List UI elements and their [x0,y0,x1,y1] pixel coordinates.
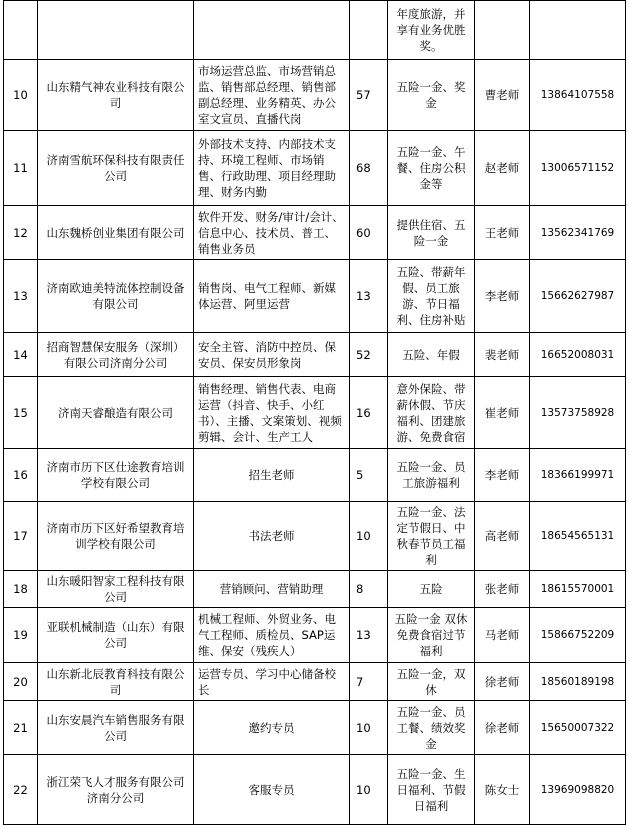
headcount: 52 [350,333,388,377]
company-name: 亚联机械制造（山东）有限公司 [38,608,194,663]
row-index: 22 [4,755,38,825]
row-index: 20 [4,663,38,701]
job-positions: 安全主管、消防中控员、保安员、保安员形象岗 [194,333,350,377]
benefits: 五险一金、奖金 [388,60,475,131]
contact-person: 张老师 [475,571,530,608]
contact-person: 陈女士 [475,755,530,825]
table-row [4,60,626,131]
benefits: 五险、年假 [388,333,475,377]
contact-person: 裴老师 [475,333,530,377]
job-positions: 客服专员 [194,755,350,825]
contact-phone: 13864107558 [530,60,626,131]
company-name: 济南雪航环保科技有限责任公司 [38,131,194,206]
contact-person: 王老师 [475,206,530,260]
headcount: 7 [350,663,388,701]
contact-person: 徐老师 [475,663,530,701]
company-name [38,1,194,60]
table-row [4,260,626,333]
benefits: 五险一金、午餐、住房公积金等 [388,131,475,206]
row-index: 12 [4,206,38,260]
headcount: 13 [350,260,388,333]
contact-person [475,1,530,60]
row-index: 21 [4,701,38,755]
table-row [4,608,626,663]
headcount: 10 [350,701,388,755]
company-name: 山东安晨汽车销售服务有限公司 [38,701,194,755]
job-positions: 机械工程师、外贸业务、电气工程师、质检员、SAP运维、保安（残疾人） [194,608,350,663]
contact-person: 曹老师 [475,60,530,131]
row-index: 10 [4,60,38,131]
headcount: 16 [350,377,388,449]
company-name: 济南市历下区仕途教育培训学校有限公司 [38,449,194,502]
company-name: 山东新北辰教育科技有限公司 [38,663,194,701]
company-name: 山东暖阳智家工程科技有限公司 [38,571,194,608]
row-index: 19 [4,608,38,663]
benefits: 年度旅游，并享有业务优胜奖。 [388,1,475,60]
row-index: 15 [4,377,38,449]
job-positions: 营销顾问、营销助理 [194,571,350,608]
table-row [4,449,626,502]
contact-phone: 18366199971 [530,449,626,502]
table-row [4,377,626,449]
headcount: 13 [350,608,388,663]
contact-phone: 15866752209 [530,608,626,663]
job-positions: 外部技术支持、内部技术支持、环境工程师、市场销售、行政助理、项目经理助理、财务内勤 [194,131,350,206]
benefits: 五险 [388,571,475,608]
company-name: 招商智慧保安服务（深圳）有限公司济南分公司 [38,333,194,377]
table-row [4,502,626,571]
contact-phone: 13969098820 [530,755,626,825]
job-positions [194,1,350,60]
table-row [4,571,626,608]
table-row [4,755,626,825]
headcount: 10 [350,755,388,825]
contact-phone: 16652008031 [530,333,626,377]
contact-phone: 13573758928 [530,377,626,449]
company-name: 浙江荣飞人才服务有限公司济南分公司 [38,755,194,825]
headcount: 57 [350,60,388,131]
benefits: 五险一金 双休 免费食宿过节福利 [388,608,475,663]
row-index: 17 [4,502,38,571]
contact-phone: 15662627987 [530,260,626,333]
benefits: 五险一金，双休 [388,663,475,701]
benefits: 五险一金、法定节假日、中秋春节员工福利 [388,502,475,571]
headcount: 8 [350,571,388,608]
row-index: 14 [4,333,38,377]
contact-person: 赵老师 [475,131,530,206]
company-name: 济南欧迪美特流体控制设备有限公司 [38,260,194,333]
job-positions: 招生老师 [194,449,350,502]
headcount: 68 [350,131,388,206]
benefits: 五险一金、生日福利、节假日福利 [388,755,475,825]
contact-phone: 18654565131 [530,502,626,571]
job-listing-table [3,0,626,825]
job-positions: 运营专员、学习中心储备校长 [194,663,350,701]
contact-person: 马老师 [475,608,530,663]
headcount: 10 [350,502,388,571]
job-positions: 市场运营总监、市场营销总监、销售部总经理、销售部副总经理、业务精英、办公室文宣员、直播代岗 [194,60,350,131]
job-positions: 软件开发、财务/审计/会计、信息中心、技术员、普工、销售业务员 [194,206,350,260]
benefits: 提供住宿、五险一金 [388,206,475,260]
contact-person: 李老师 [475,449,530,502]
contact-person: 徐老师 [475,701,530,755]
table-row [4,131,626,206]
table-row [4,663,626,701]
benefits: 意外保险、带薪休假、节庆福利、团建旅游、免费食宿 [388,377,475,449]
headcount: 5 [350,449,388,502]
row-index: 13 [4,260,38,333]
contact-phone: 18560189198 [530,663,626,701]
contact-person: 崔老师 [475,377,530,449]
job-positions: 销售岗、电气工程师、新媒体运营、阿里运营 [194,260,350,333]
row-index [4,1,38,60]
company-name: 山东精气神农业科技有限公司 [38,60,194,131]
row-index: 16 [4,449,38,502]
job-positions: 书法老师 [194,502,350,571]
table-row [4,1,626,60]
company-name: 济南天睿酿造有限公司 [38,377,194,449]
contact-person: 高老师 [475,502,530,571]
table-row [4,333,626,377]
table-row [4,701,626,755]
contact-phone: 15650007322 [530,701,626,755]
benefits: 五险一金、员工餐、绩效奖金 [388,701,475,755]
company-name: 山东魏桥创业集团有限公司 [38,206,194,260]
contact-phone [530,1,626,60]
job-positions: 邀约专员 [194,701,350,755]
table-row [4,206,626,260]
contact-phone: 18615570001 [530,571,626,608]
company-name: 济南市历下区好希望教育培训学校有限公司 [38,502,194,571]
contact-phone: 13562341769 [530,206,626,260]
headcount: 60 [350,206,388,260]
headcount [350,1,388,60]
contact-phone: 13006571152 [530,131,626,206]
benefits: 五险、带薪年假、员工旅游、节日福利、住房补贴 [388,260,475,333]
contact-person: 李老师 [475,260,530,333]
row-index: 11 [4,131,38,206]
job-positions: 销售经理、销售代表、电商运营（抖音、快手、小红书）、主播、文案策划、视频剪辑、会计、生产工人 [194,377,350,449]
row-index: 18 [4,571,38,608]
benefits: 五险一金、员工旅游福利 [388,449,475,502]
